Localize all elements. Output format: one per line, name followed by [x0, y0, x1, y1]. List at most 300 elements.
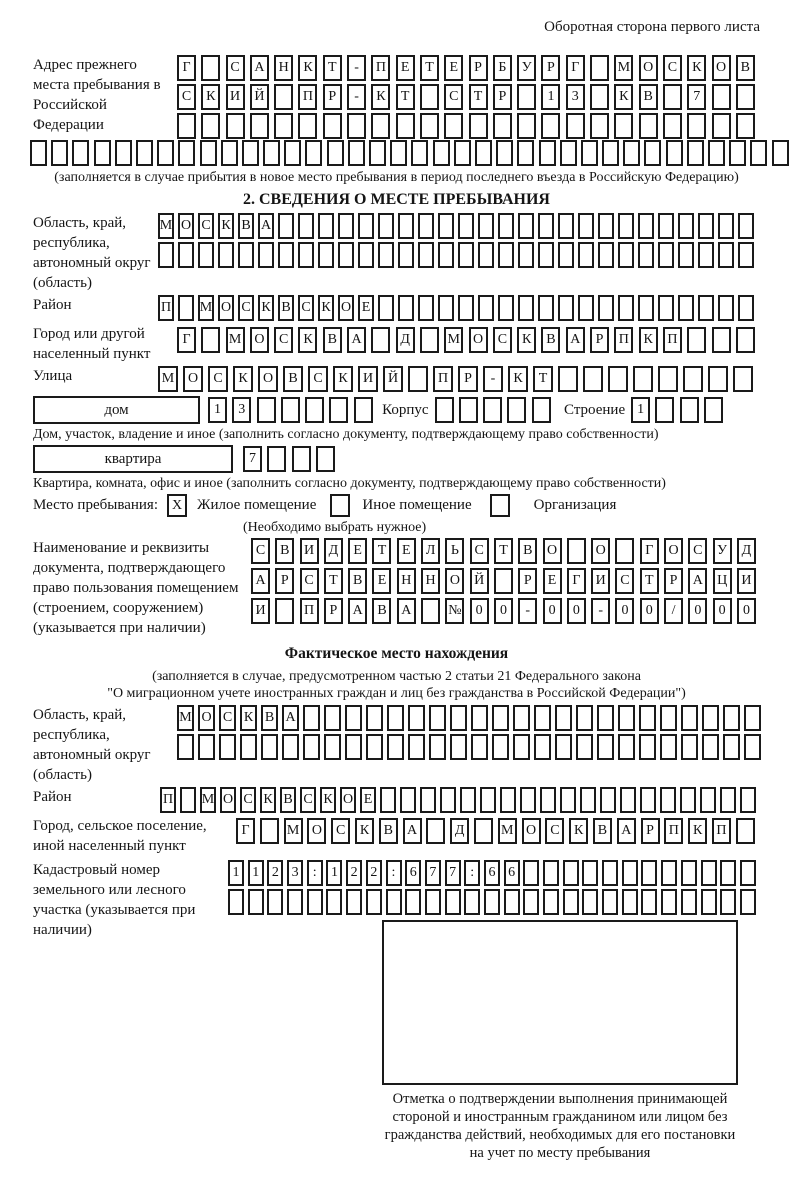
char-cell[interactable] — [284, 140, 301, 166]
char-cell[interactable] — [520, 787, 536, 813]
char-cell[interactable] — [387, 705, 404, 731]
char-cell[interactable] — [615, 538, 634, 564]
char-cell[interactable]: П — [158, 295, 174, 321]
char-cell[interactable]: К — [687, 55, 706, 81]
char-cell[interactable] — [380, 787, 396, 813]
char-cell[interactable] — [620, 787, 636, 813]
char-cell[interactable]: В — [283, 366, 303, 392]
char-cell[interactable] — [248, 889, 264, 915]
char-cell[interactable]: 7 — [687, 84, 706, 110]
char-cell[interactable] — [305, 397, 324, 423]
char-cell[interactable] — [581, 140, 598, 166]
char-cell[interactable]: Й — [383, 366, 403, 392]
char-cell[interactable] — [534, 705, 551, 731]
char-cell[interactable]: В — [372, 598, 391, 624]
char-cell[interactable]: Ь — [445, 538, 464, 564]
char-cell[interactable]: Р — [541, 55, 560, 81]
char-cell[interactable]: М — [158, 366, 178, 392]
char-cell[interactable] — [560, 140, 577, 166]
char-cell[interactable] — [618, 242, 634, 268]
char-cell[interactable]: 0 — [615, 598, 634, 624]
char-cell[interactable] — [496, 140, 513, 166]
char-cell[interactable] — [282, 734, 299, 760]
char-cell[interactable] — [580, 787, 596, 813]
char-cell[interactable] — [318, 242, 334, 268]
char-cell[interactable]: А — [250, 55, 269, 81]
char-cell[interactable] — [736, 818, 755, 844]
char-cell[interactable] — [582, 860, 598, 886]
char-cell[interactable]: П — [160, 787, 176, 813]
char-cell[interactable] — [517, 140, 534, 166]
char-cell[interactable]: П — [433, 366, 453, 392]
char-cell[interactable] — [744, 705, 761, 731]
char-cell[interactable] — [72, 140, 89, 166]
char-cell[interactable]: И — [300, 538, 319, 564]
char-cell[interactable] — [523, 889, 539, 915]
apartment-box-label[interactable]: квартира — [33, 445, 233, 473]
char-cell[interactable]: К — [371, 84, 390, 110]
char-cell[interactable]: С — [300, 787, 316, 813]
char-cell[interactable]: - — [591, 598, 610, 624]
char-cell[interactable] — [597, 705, 614, 731]
char-cell[interactable] — [687, 327, 706, 353]
char-cell[interactable]: К — [355, 818, 374, 844]
char-cell[interactable] — [560, 787, 576, 813]
char-cell[interactable]: П — [663, 327, 682, 353]
char-cell[interactable] — [655, 397, 674, 423]
char-cell[interactable] — [228, 889, 244, 915]
char-cell[interactable]: 0 — [543, 598, 562, 624]
char-cell[interactable] — [274, 84, 293, 110]
char-cell[interactable] — [396, 113, 415, 139]
char-cell[interactable] — [238, 242, 254, 268]
char-cell[interactable] — [708, 140, 725, 166]
char-cell[interactable] — [541, 113, 560, 139]
char-cell[interactable]: В — [736, 55, 755, 81]
char-cell[interactable]: 1 — [228, 860, 244, 886]
char-cell[interactable] — [608, 366, 628, 392]
char-cell[interactable] — [458, 213, 474, 239]
char-cell[interactable] — [429, 734, 446, 760]
char-cell[interactable]: Д — [324, 538, 343, 564]
char-cell[interactable] — [701, 860, 717, 886]
char-cell[interactable] — [303, 705, 320, 731]
char-cell[interactable] — [513, 734, 530, 760]
char-cell[interactable] — [345, 705, 362, 731]
char-cell[interactable]: П — [664, 818, 683, 844]
char-cell[interactable] — [578, 295, 594, 321]
char-cell[interactable] — [444, 113, 463, 139]
char-cell[interactable]: 0 — [688, 598, 707, 624]
char-cell[interactable] — [378, 213, 394, 239]
char-cell[interactable]: 6 — [484, 860, 500, 886]
char-cell[interactable]: 0 — [640, 598, 659, 624]
char-cell[interactable] — [369, 140, 386, 166]
char-cell[interactable] — [641, 889, 657, 915]
char-cell[interactable] — [338, 242, 354, 268]
char-cell[interactable]: П — [712, 818, 731, 844]
char-cell[interactable]: Р — [469, 55, 488, 81]
char-cell[interactable]: 3 — [566, 84, 585, 110]
char-cell[interactable] — [618, 295, 634, 321]
char-cell[interactable] — [354, 397, 373, 423]
char-cell[interactable] — [681, 734, 698, 760]
char-cell[interactable] — [421, 598, 440, 624]
char-cell[interactable] — [324, 705, 341, 731]
char-cell[interactable] — [326, 889, 342, 915]
char-cell[interactable] — [678, 242, 694, 268]
char-cell[interactable]: Т — [469, 84, 488, 110]
char-cell[interactable] — [555, 734, 572, 760]
checkbox-organization[interactable] — [490, 494, 510, 517]
char-cell[interactable]: С — [545, 818, 564, 844]
char-cell[interactable]: К — [298, 55, 317, 81]
char-cell[interactable] — [450, 734, 467, 760]
char-cell[interactable] — [658, 242, 674, 268]
char-cell[interactable]: Е — [444, 55, 463, 81]
char-cell[interactable]: 2 — [346, 860, 362, 886]
char-cell[interactable] — [517, 113, 536, 139]
char-cell[interactable] — [698, 213, 714, 239]
char-cell[interactable]: С — [298, 295, 314, 321]
char-cell[interactable] — [420, 84, 439, 110]
char-cell[interactable] — [518, 242, 534, 268]
char-cell[interactable]: Е — [396, 55, 415, 81]
char-cell[interactable] — [663, 84, 682, 110]
char-cell[interactable]: П — [298, 84, 317, 110]
char-cell[interactable]: А — [282, 705, 299, 731]
char-cell[interactable] — [478, 213, 494, 239]
char-cell[interactable] — [411, 140, 428, 166]
char-cell[interactable] — [242, 140, 259, 166]
char-cell[interactable]: В — [275, 538, 294, 564]
char-cell[interactable]: А — [348, 598, 367, 624]
char-cell[interactable]: Г — [236, 818, 255, 844]
char-cell[interactable]: И — [251, 598, 270, 624]
char-cell[interactable] — [346, 889, 362, 915]
char-cell[interactable] — [136, 140, 153, 166]
char-cell[interactable] — [633, 366, 653, 392]
char-cell[interactable]: Р — [324, 598, 343, 624]
char-cell[interactable] — [458, 295, 474, 321]
char-cell[interactable]: Д — [450, 818, 469, 844]
char-cell[interactable]: С — [444, 84, 463, 110]
char-cell[interactable] — [638, 242, 654, 268]
char-cell[interactable] — [543, 889, 559, 915]
char-cell[interactable]: К — [688, 818, 707, 844]
char-cell[interactable] — [201, 55, 220, 81]
char-cell[interactable] — [408, 705, 425, 731]
char-cell[interactable]: Р — [664, 568, 683, 594]
char-cell[interactable]: А — [403, 818, 422, 844]
char-cell[interactable] — [201, 113, 220, 139]
char-cell[interactable] — [287, 889, 303, 915]
char-cell[interactable] — [563, 889, 579, 915]
char-cell[interactable] — [420, 113, 439, 139]
char-cell[interactable]: Г — [177, 55, 196, 81]
char-cell[interactable] — [158, 242, 174, 268]
char-cell[interactable]: В — [323, 327, 342, 353]
char-cell[interactable] — [698, 242, 714, 268]
char-cell[interactable] — [661, 860, 677, 886]
char-cell[interactable]: 3 — [287, 860, 303, 886]
char-cell[interactable] — [494, 568, 513, 594]
char-cell[interactable] — [178, 140, 195, 166]
char-cell[interactable] — [638, 295, 654, 321]
char-cell[interactable] — [329, 397, 348, 423]
char-cell[interactable] — [292, 446, 311, 472]
house-box-label[interactable]: дом — [33, 396, 200, 424]
char-cell[interactable] — [498, 242, 514, 268]
char-cell[interactable]: С — [238, 295, 254, 321]
char-cell[interactable] — [418, 242, 434, 268]
char-cell[interactable] — [307, 889, 323, 915]
char-cell[interactable] — [518, 295, 534, 321]
char-cell[interactable] — [420, 327, 439, 353]
char-cell[interactable] — [736, 327, 755, 353]
char-cell[interactable] — [445, 889, 461, 915]
checkbox-other-premises[interactable] — [330, 494, 350, 517]
char-cell[interactable]: В — [379, 818, 398, 844]
char-cell[interactable] — [278, 213, 294, 239]
char-cell[interactable] — [390, 140, 407, 166]
char-cell[interactable]: Р — [493, 84, 512, 110]
char-cell[interactable]: О — [445, 568, 464, 594]
char-cell[interactable]: А — [566, 327, 585, 353]
char-cell[interactable]: А — [258, 213, 274, 239]
char-cell[interactable] — [157, 140, 174, 166]
char-cell[interactable]: Е — [372, 568, 391, 594]
char-cell[interactable]: Е — [397, 538, 416, 564]
char-cell[interactable] — [460, 787, 476, 813]
char-cell[interactable] — [558, 213, 574, 239]
char-cell[interactable] — [426, 818, 445, 844]
char-cell[interactable]: К — [639, 327, 658, 353]
char-cell[interactable]: Н — [421, 568, 440, 594]
char-cell[interactable] — [582, 889, 598, 915]
char-cell[interactable] — [558, 366, 578, 392]
char-cell[interactable]: У — [517, 55, 536, 81]
char-cell[interactable] — [733, 366, 753, 392]
char-cell[interactable] — [348, 140, 365, 166]
char-cell[interactable] — [180, 787, 196, 813]
char-cell[interactable]: С — [331, 818, 350, 844]
char-cell[interactable] — [425, 889, 441, 915]
char-cell[interactable] — [738, 213, 754, 239]
char-cell[interactable] — [386, 889, 402, 915]
char-cell[interactable] — [702, 705, 719, 731]
char-cell[interactable] — [507, 397, 526, 423]
char-cell[interactable] — [347, 113, 366, 139]
char-cell[interactable] — [398, 295, 414, 321]
char-cell[interactable] — [578, 242, 594, 268]
char-cell[interactable]: Р — [323, 84, 342, 110]
char-cell[interactable] — [51, 140, 68, 166]
char-cell[interactable] — [303, 734, 320, 760]
char-cell[interactable] — [440, 787, 456, 813]
char-cell[interactable] — [639, 734, 656, 760]
char-cell[interactable]: О — [712, 55, 731, 81]
char-cell[interactable] — [658, 213, 674, 239]
char-cell[interactable] — [622, 889, 638, 915]
char-cell[interactable] — [538, 213, 554, 239]
char-cell[interactable]: М — [444, 327, 463, 353]
char-cell[interactable] — [681, 860, 697, 886]
char-cell[interactable]: М — [200, 787, 216, 813]
char-cell[interactable] — [418, 295, 434, 321]
char-cell[interactable]: П — [300, 598, 319, 624]
char-cell[interactable]: Т — [533, 366, 553, 392]
char-cell[interactable] — [618, 734, 635, 760]
char-cell[interactable]: М — [158, 213, 174, 239]
char-cell[interactable]: О — [250, 327, 269, 353]
char-cell[interactable] — [398, 242, 414, 268]
char-cell[interactable] — [618, 213, 634, 239]
char-cell[interactable] — [478, 242, 494, 268]
char-cell[interactable]: Г — [566, 55, 585, 81]
char-cell[interactable]: Р — [518, 568, 537, 594]
char-cell[interactable]: О — [183, 366, 203, 392]
char-cell[interactable] — [534, 734, 551, 760]
char-cell[interactable]: 3 — [232, 397, 251, 423]
char-cell[interactable]: К — [569, 818, 588, 844]
char-cell[interactable]: О — [218, 295, 234, 321]
char-cell[interactable]: В — [518, 538, 537, 564]
char-cell[interactable] — [484, 889, 500, 915]
char-cell[interactable]: О — [469, 327, 488, 353]
char-cell[interactable]: А — [347, 327, 366, 353]
char-cell[interactable]: 0 — [470, 598, 489, 624]
char-cell[interactable] — [680, 397, 699, 423]
char-cell[interactable]: Р — [275, 568, 294, 594]
char-cell[interactable] — [563, 860, 579, 886]
char-cell[interactable] — [532, 397, 551, 423]
char-cell[interactable]: Т — [420, 55, 439, 81]
char-cell[interactable] — [504, 889, 520, 915]
char-cell[interactable] — [540, 787, 556, 813]
char-cell[interactable] — [420, 787, 436, 813]
char-cell[interactable] — [576, 734, 593, 760]
char-cell[interactable] — [658, 366, 678, 392]
char-cell[interactable] — [729, 140, 746, 166]
char-cell[interactable] — [475, 140, 492, 166]
char-cell[interactable]: 7 — [445, 860, 461, 886]
char-cell[interactable] — [478, 295, 494, 321]
char-cell[interactable]: У — [713, 538, 732, 564]
char-cell[interactable] — [618, 705, 635, 731]
char-cell[interactable] — [323, 113, 342, 139]
char-cell[interactable] — [740, 787, 756, 813]
char-cell[interactable]: К — [517, 327, 536, 353]
char-cell[interactable]: А — [617, 818, 636, 844]
char-cell[interactable]: С — [493, 327, 512, 353]
char-cell[interactable]: О — [340, 787, 356, 813]
char-cell[interactable]: Е — [358, 295, 374, 321]
char-cell[interactable] — [275, 598, 294, 624]
char-cell[interactable]: : — [386, 860, 402, 886]
char-cell[interactable]: С — [226, 55, 245, 81]
char-cell[interactable]: К — [318, 295, 334, 321]
char-cell[interactable]: Н — [274, 55, 293, 81]
char-cell[interactable] — [602, 140, 619, 166]
char-cell[interactable] — [438, 295, 454, 321]
char-cell[interactable] — [226, 113, 245, 139]
char-cell[interactable] — [498, 295, 514, 321]
char-cell[interactable]: К — [320, 787, 336, 813]
char-cell[interactable] — [661, 889, 677, 915]
char-cell[interactable] — [178, 295, 194, 321]
char-cell[interactable]: С — [240, 787, 256, 813]
char-cell[interactable]: Т — [372, 538, 391, 564]
char-cell[interactable] — [200, 140, 217, 166]
char-cell[interactable] — [640, 787, 656, 813]
char-cell[interactable] — [435, 397, 454, 423]
char-cell[interactable]: В — [639, 84, 658, 110]
char-cell[interactable] — [539, 140, 556, 166]
char-cell[interactable]: К — [333, 366, 353, 392]
char-cell[interactable] — [700, 787, 716, 813]
char-cell[interactable]: 1 — [541, 84, 560, 110]
char-cell[interactable]: 7 — [243, 446, 262, 472]
char-cell[interactable] — [459, 397, 478, 423]
char-cell[interactable] — [371, 113, 390, 139]
char-cell[interactable] — [518, 213, 534, 239]
char-cell[interactable]: М — [198, 295, 214, 321]
char-cell[interactable] — [602, 889, 618, 915]
char-cell[interactable] — [576, 705, 593, 731]
char-cell[interactable]: И — [737, 568, 756, 594]
char-cell[interactable] — [660, 734, 677, 760]
char-cell[interactable]: К — [240, 705, 257, 731]
char-cell[interactable]: В — [280, 787, 296, 813]
char-cell[interactable] — [469, 113, 488, 139]
char-cell[interactable]: 6 — [504, 860, 520, 886]
char-cell[interactable] — [378, 295, 394, 321]
char-cell[interactable] — [590, 84, 609, 110]
char-cell[interactable] — [622, 860, 638, 886]
char-cell[interactable]: С — [663, 55, 682, 81]
char-cell[interactable] — [405, 889, 421, 915]
char-cell[interactable] — [720, 889, 736, 915]
char-cell[interactable] — [278, 242, 294, 268]
char-cell[interactable]: К — [201, 84, 220, 110]
char-cell[interactable]: 1 — [631, 397, 650, 423]
char-cell[interactable]: - — [483, 366, 503, 392]
char-cell[interactable]: 0 — [494, 598, 513, 624]
char-cell[interactable]: С — [251, 538, 270, 564]
char-cell[interactable] — [498, 213, 514, 239]
char-cell[interactable]: К — [508, 366, 528, 392]
char-cell[interactable]: М — [177, 705, 194, 731]
char-cell[interactable]: О — [522, 818, 541, 844]
char-cell[interactable] — [583, 366, 603, 392]
char-cell[interactable] — [681, 889, 697, 915]
char-cell[interactable]: И — [226, 84, 245, 110]
char-cell[interactable]: О — [591, 538, 610, 564]
char-cell[interactable] — [30, 140, 47, 166]
char-cell[interactable] — [316, 446, 335, 472]
char-cell[interactable]: О — [639, 55, 658, 81]
char-cell[interactable] — [614, 113, 633, 139]
char-cell[interactable] — [464, 889, 480, 915]
char-cell[interactable]: О — [338, 295, 354, 321]
char-cell[interactable]: - — [347, 55, 366, 81]
char-cell[interactable] — [720, 787, 736, 813]
checkbox-residential[interactable] — [167, 494, 187, 517]
char-cell[interactable] — [221, 140, 238, 166]
char-cell[interactable]: Г — [567, 568, 586, 594]
char-cell[interactable]: 1 — [326, 860, 342, 886]
